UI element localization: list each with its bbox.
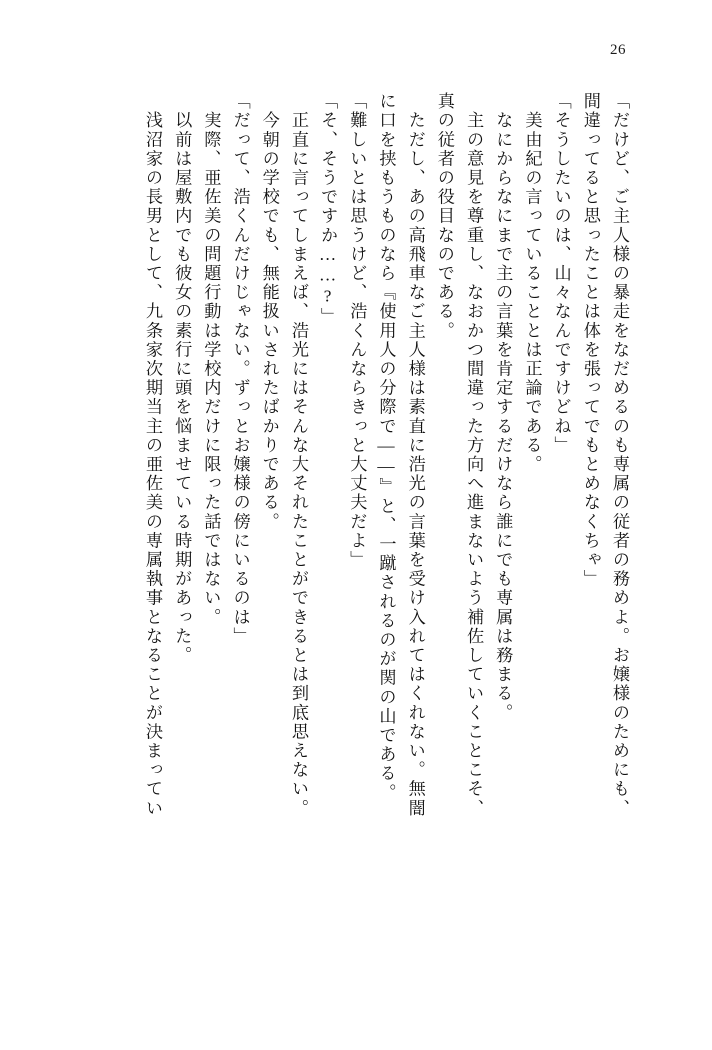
text-line: 正直に言ってしまえば、浩光にはそんな大それたことができるとは到底思えない。 xyxy=(288,92,308,818)
text-line: 浅沼家の長男として、九条家次期当主の亜佐美の専属執事となることが決まってい xyxy=(143,92,162,818)
text-line: 間違ってると思ったことは体を張ってでもとめなくちゃ」 xyxy=(580,92,600,589)
text-line: なにからなにまで主の言葉を肯定するだけなら誰にでも専属は務まる。 xyxy=(493,92,513,723)
text-line: 美由紀の言っていることとは正論である。 xyxy=(522,92,542,474)
text-line: 「そうしたいのは、山々なんですけどね」 xyxy=(551,92,571,455)
text-line: 「だけど、ご主人様の暴走をなだめるのも専属の従者の務めよ。お嬢様のためにも、 xyxy=(610,92,629,818)
text-line: 「そ、そうですか……?」 xyxy=(318,92,338,327)
text-line: に口を挟もうものなら『使用人の分際で――』と、一蹴されるのが関の山である。 xyxy=(376,92,396,803)
text-line: ただし、あの高飛車なご主人様は素直に浩光の言葉を受け入れてはくれない。無闇 xyxy=(405,92,425,818)
page-number: 26 xyxy=(610,42,626,58)
text-line: 主の意見を尊重し、なおかつ間違った方向へ進まないよう補佐していくことこそ、 xyxy=(464,92,484,818)
text-line: 今朝の学校でも、無能扱いされたばかりである。 xyxy=(259,92,279,532)
text-line: 真の従者の役目なのである。 xyxy=(434,92,454,341)
text-line: 以前は屋敷内でも彼女の素行に頭を悩ませている時期があった。 xyxy=(172,92,192,665)
text-line: 実際、亜佐美の問題行動は学校内だけに限った話ではない。 xyxy=(201,92,221,627)
text-line: 「だって、浩くんだけじゃない。ずっとお嬢様の傍にいるのは」 xyxy=(230,92,250,646)
text-line: 「難しいとは思うけど、浩くんならきっと大丈夫だよ」 xyxy=(347,92,367,570)
vertical-text-body xyxy=(84,92,628,958)
